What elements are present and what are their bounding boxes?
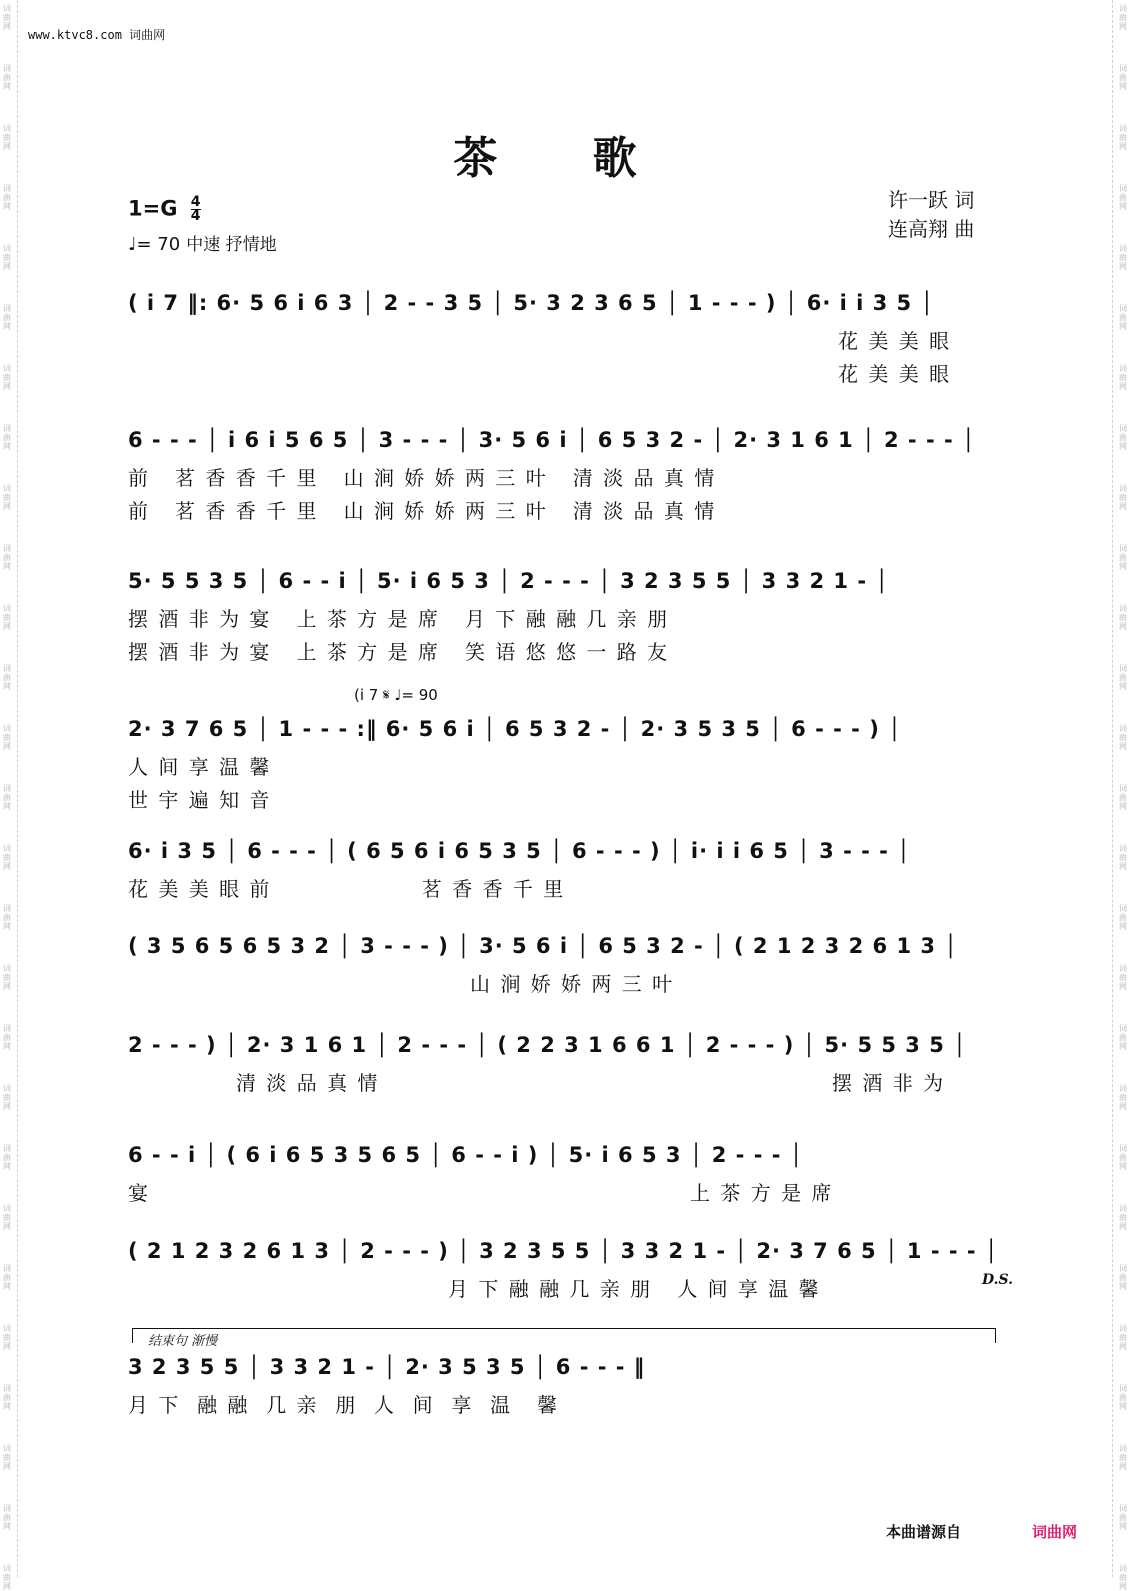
side-watermark: 词 曲 网 <box>3 184 11 211</box>
notation-line: ( 3 5 6 5 6 5 3 2 │ 3 - - - ) │ 3· 5 6 i │ 6 5 3 2 - │ ( 2 1 2 3 2 6 1 3 │ <box>128 934 958 958</box>
notation-line: 6 - - i │ ( 6 i 6 5 3 5 6 5 │ 6 - - i ) │ 5· i 6 5 3 │ 2 - - - │ <box>128 1143 804 1167</box>
left-watermark-strip <box>0 0 14 1591</box>
lyric-line: 花 美 美 眼 前 茗 香 香 千 里 <box>128 877 566 901</box>
tempo-change: (i 7 𝄋 ♩= 90 <box>354 686 438 704</box>
side-watermark: 词 曲 网 <box>1119 64 1127 91</box>
side-watermark: 词 曲 网 <box>1119 544 1127 571</box>
side-watermark: 词 曲 网 <box>3 1504 11 1531</box>
notation-line: 6· i 3 5 │ 6 - - - │ ( 6 5 6 i 6 5 3 5 │ 6 - - - ) │ i· i i 6 5 │ 3 - - - │ <box>128 839 911 863</box>
side-watermark: 词 曲 网 <box>3 1564 11 1591</box>
side-watermark: 词 曲 网 <box>3 4 11 31</box>
notation-line: 2 - - - ) │ 2· 3 1 6 1 │ 2 - - - │ ( 2 2 3 1 6 6 1 │ 2 - - - ) │ 5· 5 5 3 5 │ <box>128 1033 967 1057</box>
side-watermark: 词 曲 网 <box>3 1444 11 1471</box>
lyric-line: 世 宇 遍 知 音 <box>128 788 272 812</box>
lyric-line: 前 茗 香 香 千 里 山 涧 娇 娇 两 三 叶 清 淡 品 真 情 <box>128 466 717 490</box>
credits <box>888 186 974 244</box>
side-watermark: 词 曲 网 <box>3 664 11 691</box>
side-watermark: 词 曲 网 <box>1119 1024 1127 1051</box>
side-watermark: 词 曲 网 <box>1119 1444 1127 1471</box>
side-watermark: 词 曲 网 <box>1119 364 1127 391</box>
footer-logo[interactable]: 词曲网 <box>1032 1523 1078 1541</box>
time-top: 4 <box>190 194 201 210</box>
side-watermark: 词 曲 网 <box>1119 904 1127 931</box>
lyric-line: 月 下 融 融 几 亲 朋 人 间 享 温 馨 <box>448 1277 821 1301</box>
lyric-line: 摆 酒 非 为 宴 上 茶 方 是 席 月 下 融 融 几 亲 朋 <box>128 607 670 631</box>
lyric-line: 前 茗 香 香 千 里 山 涧 娇 娇 两 三 叶 清 淡 品 真 情 <box>128 499 717 523</box>
lyricist-credit: 许一跃 词 <box>888 188 975 212</box>
time-signature <box>191 196 201 223</box>
side-watermark: 词 曲 网 <box>1119 1384 1127 1411</box>
notation-line: ( i 7 ‖: 6· 5 6 i 6 3 │ 2 - - 3 5 │ 5· 3 2 3 6 5 │ 1 - - - ) │ 6· i i 3 5 │ <box>128 291 935 315</box>
lyric-line: 花 美 美 眼 <box>838 362 952 386</box>
side-watermark: 词 曲 网 <box>3 604 11 631</box>
side-watermark: 词 曲 网 <box>3 904 11 931</box>
side-watermark: 词 曲 网 <box>3 1084 11 1111</box>
side-watermark: 词 曲 网 <box>3 484 11 511</box>
key-text: 1=G <box>128 196 178 221</box>
side-watermark: 词 曲 网 <box>3 1204 11 1231</box>
lyric-line: 月 下 融 融 几 亲 朋 人 间 享 温 馨 <box>128 1393 560 1417</box>
side-watermark: 词 曲 网 <box>1119 1564 1127 1591</box>
lyric-line: 上 茶 方 是 席 <box>690 1181 834 1205</box>
notation-line: 6 - - - │ i 6 i 5 6 5 │ 3 - - - │ 3· 5 6 i │ 6 5 3 2 - │ 2· 3 1 6 1 │ 2 - - - │ <box>128 428 976 452</box>
notation-line: 3 2 3 5 5 │ 3 3 2 1 - │ 2· 3 5 3 5 │ 6 - - - ‖ <box>128 1355 646 1379</box>
lyric-line: 摆 酒 非 为 宴 上 茶 方 是 席 笑 语 悠 悠 一 路 友 <box>128 640 670 664</box>
side-watermark: 词 曲 网 <box>3 364 11 391</box>
side-watermark: 词 曲 网 <box>1119 664 1127 691</box>
ending-bracket <box>132 1328 996 1343</box>
song-title: 茶 歌 <box>453 133 677 184</box>
notation-line: 5· 5 5 3 5 │ 6 - - i │ 5· i 6 5 3 │ 2 - - - │ 3 2 3 5 5 │ 3 3 2 1 - │ <box>128 569 890 593</box>
side-watermark: 词 曲 网 <box>3 544 11 571</box>
site-url[interactable]: www.ktvc8.com 词曲网 <box>28 28 166 42</box>
side-watermark: 词 曲 网 <box>3 1384 11 1411</box>
side-watermark: 词 曲 网 <box>3 1144 11 1171</box>
side-watermark: 词 曲 网 <box>1119 724 1127 751</box>
footer-source-label: 本曲谱源自 <box>886 1523 962 1541</box>
lyric-line: 宴 <box>128 1181 150 1205</box>
side-watermark: 词 曲 网 <box>3 1264 11 1291</box>
lyric-line: 山 涧 娇 娇 两 三 叶 <box>470 972 675 996</box>
lyric-line: 摆 酒 非 为 <box>832 1071 946 1095</box>
side-watermark: 词 曲 网 <box>1119 1144 1127 1171</box>
side-watermark: 词 曲 网 <box>1119 304 1127 331</box>
side-watermark: 词 曲 网 <box>3 1024 11 1051</box>
side-watermark: 词 曲 网 <box>3 64 11 91</box>
side-watermark: 词 曲 网 <box>3 844 11 871</box>
side-watermark: 词 曲 网 <box>3 124 11 151</box>
side-watermark: 词 曲 网 <box>1119 964 1127 991</box>
side-watermark: 词 曲 网 <box>1119 424 1127 451</box>
side-watermark: 词 曲 网 <box>1119 1084 1127 1111</box>
side-watermark: 词 曲 网 <box>3 724 11 751</box>
side-watermark: 词 曲 网 <box>1119 1204 1127 1231</box>
side-watermark: 词 曲 网 <box>1119 1504 1127 1531</box>
side-watermark: 词 曲 网 <box>3 964 11 991</box>
ds-mark: D.S. <box>982 1272 1014 1288</box>
tempo-value: ♩= 70 <box>128 234 181 255</box>
side-watermark: 词 曲 网 <box>1119 844 1127 871</box>
side-watermark: 词 曲 网 <box>1119 244 1127 271</box>
lyric-line: 清 淡 品 真 情 <box>236 1071 380 1095</box>
side-watermark: 词 曲 网 <box>1119 784 1127 811</box>
side-watermark: 词 曲 网 <box>3 244 11 271</box>
side-watermark: 词 曲 网 <box>1119 1264 1127 1291</box>
side-watermark: 词 曲 网 <box>3 424 11 451</box>
key-signature <box>128 196 201 223</box>
side-watermark: 词 曲 网 <box>3 1324 11 1351</box>
lyric-line: 人 间 享 温 馨 <box>128 755 272 779</box>
side-watermark: 词 曲 网 <box>3 304 11 331</box>
notation-line: ( 2 1 2 3 2 6 1 3 │ 2 - - - ) │ 3 2 3 5 5 │ 3 3 2 1 - │ 2· 3 7 6 5 │ 1 - - - │ <box>128 1239 999 1263</box>
side-watermark: 词 曲 网 <box>1119 1324 1127 1351</box>
side-watermark: 词 曲 网 <box>1119 484 1127 511</box>
side-watermark: 词 曲 网 <box>3 784 11 811</box>
side-watermark: 词 曲 网 <box>1119 4 1127 31</box>
lyric-line: 花 美 美 眼 <box>838 329 952 353</box>
expression-text: 中速 抒情地 <box>186 235 277 255</box>
ending-label: 结束句 渐慢 <box>148 1334 218 1349</box>
right-watermark-strip <box>1116 0 1130 1591</box>
side-watermark: 词 曲 网 <box>1119 604 1127 631</box>
notation-line: 2· 3 7 6 5 │ 1 - - - :‖ 6· 5 6 i │ 6 5 3 2 - │ 2· 3 5 3 5 │ 6 - - - ) │ <box>128 717 902 741</box>
side-watermark: 词 曲 网 <box>1119 124 1127 151</box>
time-bottom: 4 <box>190 208 201 224</box>
side-watermark: 词 曲 网 <box>1119 184 1127 211</box>
composer-credit: 连高翔 曲 <box>888 217 975 241</box>
tempo-marking <box>128 230 277 255</box>
